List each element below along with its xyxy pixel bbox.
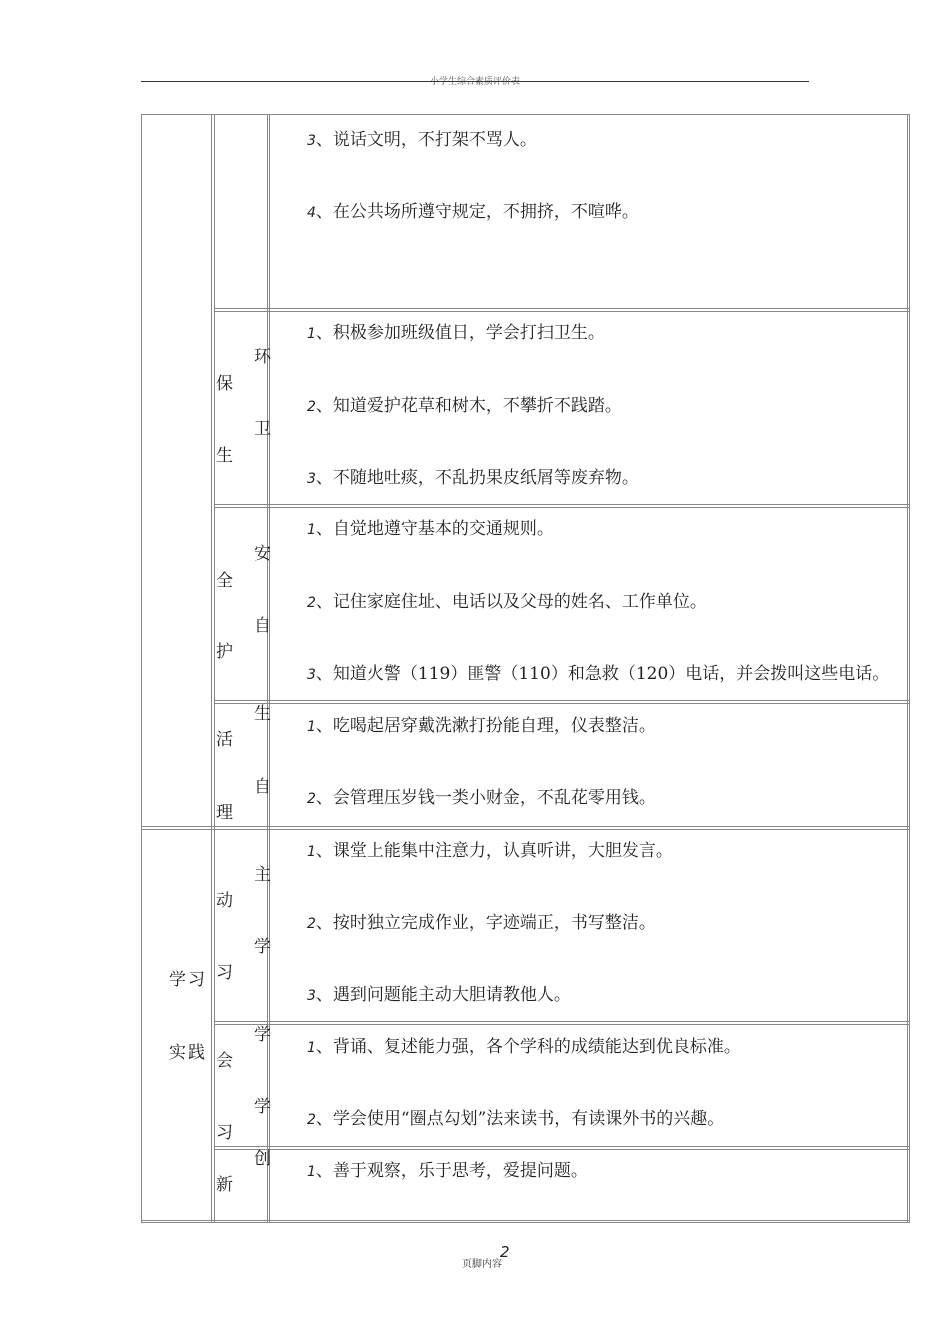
criterion-item: 3、遇到问题能主动大胆请教他人。 xyxy=(307,985,571,1005)
subcategory-char: 学 xyxy=(254,1025,271,1045)
row-separator xyxy=(214,1149,910,1150)
criterion-item: 3、知道火警（119）匪警（110）和急救（120）电话，并会拨叫这些电话。 xyxy=(307,664,890,684)
subcategory-char: 主 xyxy=(254,865,271,885)
subcategory-char: 学 xyxy=(254,1097,271,1117)
criterion-item: 2、记住家庭住址、电话以及父母的姓名、工作单位。 xyxy=(307,592,707,612)
criterion-item: 1、积极参加班级值日，学会打扫卫生。 xyxy=(307,323,605,343)
category-label: 学习 xyxy=(169,970,207,990)
row-separator xyxy=(214,1146,910,1147)
criterion-item: 3、说话文明，不打架不骂人。 xyxy=(307,130,537,150)
row-separator xyxy=(214,703,910,704)
criterion-item: 2、会管理压岁钱一类小财金，不乱花零用钱。 xyxy=(307,788,656,808)
criterion-item: 3、不随地吐痰，不乱扔果皮纸屑等废弃物。 xyxy=(307,468,639,488)
criterion-item: 1、课堂上能集中注意力，认真听讲，大胆发言。 xyxy=(307,841,673,861)
subcategory-char: 保 xyxy=(216,374,233,394)
subcategory-char: 习 xyxy=(216,1123,233,1143)
subcategory-char: 护 xyxy=(216,642,233,662)
criterion-item: 4、在公共场所遵守规定，不拥挤，不喧哗。 xyxy=(307,202,639,222)
criterion-item: 1、善于观察，乐于思考，爱提问题。 xyxy=(307,1161,588,1181)
header-rule xyxy=(141,81,809,82)
row-separator xyxy=(214,1024,910,1025)
subcategory-char: 环 xyxy=(254,347,271,367)
subcategory-char: 习 xyxy=(216,963,233,983)
criterion-item: 2、按时独立完成作业，字迹端正，书写整洁。 xyxy=(307,913,656,933)
subcategory-char: 活 xyxy=(216,730,233,750)
subcategory-char: 卫 xyxy=(254,419,271,439)
subcategory-char: 会 xyxy=(216,1051,233,1071)
col-separator xyxy=(267,114,268,1223)
criterion-item: 2、知道爱护花草和树木，不攀折不践踏。 xyxy=(307,396,622,416)
subcategory-char: 创 xyxy=(254,1149,271,1169)
row-separator xyxy=(141,829,910,830)
col-separator xyxy=(211,114,212,1223)
row-separator xyxy=(214,311,910,312)
subcategory-char: 自 xyxy=(254,616,271,636)
running-header: 小学生综合素质评价表 xyxy=(429,77,520,87)
subcategory-char: 全 xyxy=(216,571,233,591)
criterion-item: 1、背诵、复述能力强，各个学科的成绩能达到优良标准。 xyxy=(307,1037,741,1057)
row-separator xyxy=(214,504,910,505)
row-separator xyxy=(214,308,910,309)
row-separator xyxy=(141,826,910,827)
subcategory-char: 动 xyxy=(216,891,233,911)
page-number: 2 xyxy=(500,1243,510,1261)
footer-label: 页脚内容 xyxy=(462,1259,502,1270)
criterion-item: 1、自觉地遵守基本的交通规则。 xyxy=(307,519,554,539)
subcategory-char: 自 xyxy=(254,777,271,797)
category-label: 实践 xyxy=(169,1043,207,1063)
col-separator xyxy=(214,114,215,1223)
subcategory-char: 学 xyxy=(254,937,271,957)
subcategory-char: 生 xyxy=(254,704,271,724)
subcategory-char: 理 xyxy=(216,803,233,823)
col-separator xyxy=(907,114,908,1223)
row-separator xyxy=(141,1220,910,1221)
col-separator xyxy=(269,114,270,1223)
row-separator xyxy=(214,700,910,701)
row-separator xyxy=(214,507,910,508)
criterion-item: 1、吃喝起居穿戴洗漱打扮能自理，仪表整洁。 xyxy=(307,716,656,736)
subcategory-char: 新 xyxy=(216,1175,233,1195)
row-separator xyxy=(214,1021,910,1022)
criterion-item: 2、学会使用“圈点勾划”法来读书，有读课外书的兴趣。 xyxy=(307,1109,725,1129)
subcategory-char: 安 xyxy=(254,544,271,564)
subcategory-char: 生 xyxy=(216,446,233,466)
